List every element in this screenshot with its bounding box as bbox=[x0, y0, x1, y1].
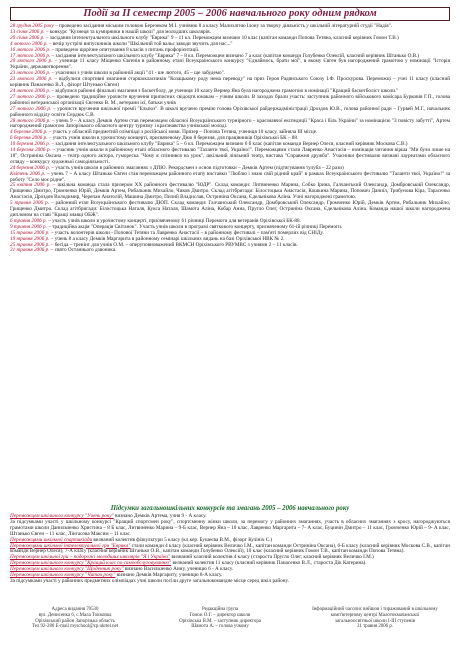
footer-line: Гомон О.Г. – директор школи bbox=[189, 612, 251, 618]
event-date: 23 лютого 2006 р. – bbox=[10, 70, 55, 77]
event-entry bbox=[10, 148, 450, 166]
result-label: Переможцем шкільного конкурсу "Щоденник року" bbox=[10, 566, 124, 573]
event-date: 17 лютого 2006 р. – bbox=[10, 52, 55, 59]
event-text: відбулися спортивні змагання старшокласників "Козацькому роду нема переводу" на приз Героя Радянського Союзу І.Ф. Проскурова. Переможці – учні 11 класу (класний керівник Панасенко В.Л., фізорг Штунько Євген) bbox=[10, 76, 450, 89]
footer-line: Шамота А. – голова учкому bbox=[191, 624, 249, 630]
event-text: участь учнів школи в районних змаганнях з ДПЮ. Рекордсмен з основ підготовки – Демків Артем (підтягування тулуба – 22 рази) bbox=[55, 164, 344, 171]
event-text: бесіда – тренінг для учнів О.М. – оперуповноважений ВКМСН Оріхівського РВУМВС з учнями 2 – 11 класів. bbox=[54, 241, 298, 248]
event-date: 6 травня 2006 р. – bbox=[10, 217, 51, 224]
footer bbox=[10, 607, 450, 643]
event-text: участь учнів школи в урочистому концерті, присвяченому 61 річниці Перемоги для ветеранів Оріхівської БК-88. bbox=[52, 217, 301, 224]
events-list bbox=[10, 23, 451, 561]
footer-line: комп'ютерному центрі Малотокмачанської bbox=[330, 612, 420, 618]
event-date: 16 лютого 2006 р. – bbox=[10, 46, 55, 53]
event-text: учасник учнів школи в районному етапі обласного фестивалю "Таланти твої, Україно!". Переможцями стали Лавренко Анастасія – номінація читання вірша "Ми були лише на 18", Остриніна Оксана – театр одного актора, гумореска "Чому я спізнився на урок", шкільний ліяльний театр, вистава "Справжня дружба". Учасники фестивалю визнані лауреатами обласного огляду – конкурсу художньої самодіяльності. bbox=[10, 147, 451, 165]
event-date: 31 травня 2006 р. – bbox=[10, 247, 54, 254]
footer-publication-info bbox=[300, 607, 450, 643]
newsletter-page bbox=[10, 7, 450, 643]
event-text: участь учнів школи в урочистому концерті, присвяченому Дню 8 березня, для працівників Оріхівської БК – 88. bbox=[52, 135, 299, 142]
result-label: Переможцем шкільного конкурсу "Читач року" bbox=[10, 572, 116, 579]
footer-line: Інформаційний часопис вийшов і тиражований в шкільному bbox=[312, 607, 438, 612]
event-date: 19 травня 2006 р. – bbox=[10, 235, 54, 242]
result-entry bbox=[10, 520, 450, 538]
result-text: визнано Демків Артема, учня 9 - А класу. bbox=[115, 513, 207, 519]
footer-line: загальноосвітньої школи І-ІІІ ступенів bbox=[334, 618, 416, 624]
result-label: Переможцями шкільної інтелектуальної гри "Еврика" bbox=[10, 542, 131, 549]
event-date: 4 лютого 2006 р. – bbox=[10, 40, 52, 47]
event-entry bbox=[10, 183, 450, 201]
results-section bbox=[10, 505, 451, 584]
footer-line: вул. Денисенка 6, с.Мала Токмачка bbox=[38, 612, 112, 618]
event-text: проведено традиційне урочисте вручення приписних свідоцтв юнакам – учням школи. В заходах брали участь: заступник районного військового комісара Бурковів Г.П., голова районної ветеранської організації Євгенко В. М., ветерани ієї, батьки учнів bbox=[10, 93, 450, 106]
event-date: 4 березня 2006 р. – bbox=[10, 129, 52, 136]
event-text: проведено засідання міським головою Березеком М.І. учнівню 8 а класу Малихатню Ілону за творчу діяльність у шкільній літературній студії "Надія". bbox=[59, 23, 392, 29]
event-date: 15 травня 2006 р. – bbox=[10, 229, 54, 236]
header-banner bbox=[10, 7, 450, 21]
footer-line: 31 травня 2006 р. bbox=[357, 624, 393, 630]
footer-line: Тел 92-280 E-mail myschool@zp.ukrtel.net bbox=[31, 624, 119, 630]
event-date: 27 лютого 2006 р. – bbox=[10, 105, 56, 112]
event-text: вечір зустрічі випускників школи "Шкільний той вальс заводи звучить для нас..." bbox=[52, 40, 233, 47]
event-date: 20 лютого 2006 р. – bbox=[10, 58, 58, 65]
result-label: Переможцем шкільної гри – подорожі молодших школярів "Я і Україна" bbox=[10, 554, 171, 561]
footer-line: Оріхівська В.М. – заступник директора bbox=[179, 618, 261, 624]
event-date: 6 березня 2006 р. – bbox=[10, 135, 52, 142]
event-date: 24 лютого 2006 р. – bbox=[10, 87, 55, 94]
event-text: учень 9 – А класу Демків Артем став переможцем обласної Всеукраїнського турнірного – краєзнавчої експедиції "Краса і біль України" за номінацією "З повісту забутті", Артем нагороджений грамотою Запорізького обласного центру туризму і краєзнавства учнівської молоді. bbox=[10, 117, 451, 130]
result-label: Переможцями шкільної спартакіади bbox=[10, 536, 93, 543]
result-entry bbox=[10, 579, 450, 585]
footer-line: Оріхівський район Запорізька область bbox=[35, 618, 115, 624]
event-text: шкільна команда стала призером ХХ районного фестивалю "ЮДР". Склад команди: Литвиненко Марина, Собко Ірина, Галчанський Олександр, Домбровський Олександр, Грищенко Дмитро, Громченко Юрій, Демків Артем, Рибальник Михайло, Чиков Дмитро. Склад агітбригади: Білостоцька Анастасія, Кошкина Марина, Попович Даниїл, Трибунова Кіра, Тарасенко Анастасія, Дроздов Володимир, Черепан Анатолій, Машина Дмитро, Пилий Владислав, Остриніна Оксана, Єдельнікова Аліна. Учні нагороджені грамотою. bbox=[10, 182, 450, 201]
event-text: участь у обласній предметній олімпіаді з російської мови. Призер – Попова Тетяна, учениця 10 класу, зайняла ІІІ місце. bbox=[52, 129, 318, 136]
event-date: 28 грудня 2005 року – bbox=[10, 23, 58, 29]
event-text: відбулися районні фінальні змагання з баскетболу, де учениця 10 класу Вернер Яна була нагороджена грамотою в номінації "Кращий баскетболіст школи." bbox=[55, 87, 399, 94]
event-date: 28 лютого 2006 р. – bbox=[10, 117, 55, 124]
result-label: Переможцем шкільного конкурсу "Кращий клас по самообслуговуванню" bbox=[10, 560, 172, 567]
event-date: 25 травня 2006 р. – bbox=[10, 241, 54, 248]
event-text: урочисте вручення шкільної премії "Ельпоз". В школі вручено премію голова Оріхівської райдержадміністрації Дроздов Ю.В., голова районної ради – Гурвей М.Г., начальник районного відділу освіти Сердюк С.В. bbox=[10, 105, 450, 118]
results-title: Підсумки загальношкільних конкурсів та змагань 2005 – 2006 навчального року bbox=[110, 505, 350, 512]
event-date: 10 березня 2006 р. – bbox=[10, 141, 54, 148]
event-text: конкурс "Кузнеця та кумирники в нашій школі" для молодших школярів. bbox=[49, 28, 211, 35]
footer-address bbox=[10, 607, 140, 643]
event-text: проведено щорічне опитування 8 класів з питань профорієнтації. bbox=[55, 46, 200, 53]
result-label: Переможцем шкільного конкурсу "Учень року" bbox=[10, 513, 114, 519]
event-text: традиційна акція "Операція Світанок". Участь учнів школи в програмі святкового концерту, присвяченому 61-ій річниці Перемоги. bbox=[52, 223, 343, 230]
result-text: За підсумками участі у районних предметних олімпіадах учні школи посіли друге загальнокомандне місце серед шкіл району. bbox=[10, 577, 289, 584]
footer-line: Редакційна група bbox=[201, 607, 239, 612]
event-text: районний етап Всеукраїнського фестивалю ДЮП. Склад команди: Галчанський Олександр, Домбровський Олександр, Громченко Юрій, Демків Артем, Рибальник Михайло, Грищенко Дмитро. Склад агітбригади: Білостоцька Наталя, Кукса Наталя, Шамота Аліна, Кобар Анна, Пругло Олег, Остриніна Оксана, Єдельнікова Аліна. Команда нашої школи нагороджена дипломом на ставі "Кращі знавці ОБЖ". bbox=[10, 200, 450, 218]
result-text: визнаний класний колектив 4 класу (староста Пругло Олег, класний керівник Величко І.М.) bbox=[171, 554, 374, 561]
event-date: 20 січня 2006 р. – bbox=[10, 34, 49, 41]
event-date: 9 травня 2006 р. – bbox=[10, 223, 51, 230]
footer-editorial bbox=[150, 607, 290, 643]
event-text: засідання інтелектуального шкільного клубу "Еврика" 5 – 6 кл. Переможцем визнано 6 б клас (капітан команди Вернер Олеся, класний керівник Москова С.В.) bbox=[55, 141, 408, 148]
event-text: свято Останнього дзвоника. bbox=[54, 247, 117, 254]
event-date: 25 квітня 2006 р. – bbox=[10, 182, 56, 189]
event-date: Квітень 2006 р. – bbox=[10, 170, 50, 177]
event-date: 27 лютого 2006 р. – bbox=[10, 93, 56, 100]
result-text: визнаний колектив 11 класу (класний керівник Панасенко В.Л., староста Дік Катерина). bbox=[172, 560, 367, 567]
event-text: засідання інтелектуального шкільного клубу "Еврика" 9 – 11 кл. Переможцем визнано 10 клас (капітан команди Попова Тетяна, класний керівник Гомон Т.В.) bbox=[49, 34, 399, 41]
event-date: 13 січня 2006 р. – bbox=[10, 28, 49, 35]
result-text: За підсумками участі у шкільному конкурсі "Кращий спортсмен року", спортсменну жінки школи, за перемогу у районних змаганнях, участь в обласних змаганнях з кросу, нагороджуються грамотами школи Данильченко Христина – 8 Б клас, Литвиненко Марина – 9-Б клас, Вернер Яна – 10 клас, Лавренко Маргарита – 7- А клас, Буцинін Дмитро – 11 клас, Громченко Юрій – 9- А клас, Штанько Євген – 11 клас, Лінгасова Максим – 11 клас. bbox=[10, 518, 450, 537]
event-date: 14 березня 2006 р. – bbox=[10, 147, 56, 154]
result-text: стали команди 4 класу (класний керівник Величко І.М., капітан команди Остриніна Оксана), 6-Б класу (класний керівник Москова С.В., капітан команди Вернер Олеся), 7-А класу (класний керівник Штанько О.В., капітан команди Голубенко Олексій), 10 клас (класний керівник Гомон Т.В., капітан команди Попова Тетяна). bbox=[10, 542, 451, 555]
event-date: 5 травня 2006 р. – bbox=[10, 200, 54, 207]
result-text: визнано Васильченко Анну, ученицю 6 - А класу. bbox=[124, 566, 234, 573]
event-date: 23 лютого 2006 р. – bbox=[10, 76, 57, 83]
event-text: засідання інтелектуального шкільного клубу "Еврика" 7 – 8 кл. Переможцем визнано 7 а клас (капітан команди Голубенко Олексій, класний керівник Штанько О.В.) bbox=[55, 52, 420, 59]
result-text: визнаний колектив фізкультури 5 класу (кл.кер. Бушеєва В.М., фізорг Кулініч С.) bbox=[93, 536, 273, 543]
event-entry bbox=[10, 201, 450, 219]
event-text: учень 8 а класу Демків Маргарита в районному семінарі шкільних видань на базі Оріхівської НВК № 2. bbox=[54, 235, 285, 242]
event-date: 24 березня 2006 р. – bbox=[10, 164, 54, 171]
event-text: учениця 11 класу Міщенко Євгенія в районному етапі Всеукраїнського конкурсу "Єднаймось, брати мої", в якому Євген був нагороджений грамотою у номінації "Історія України, державотворення". bbox=[10, 58, 450, 71]
event-text: участь волонтерів школи - Попової Тетяни та Лавренко Анастасії – в районному фестивалі – пам'яті померлих від СНІДу. bbox=[54, 229, 324, 236]
event-text: учасники з учнів школи в районній акції "41 - ше лютого, 45 – ще забудемо". bbox=[55, 70, 226, 77]
event-text: учень 7 – А класу Штанько Євген став переможцем районного етапу виставки "Люблю і знаю свій рідний край" в рамках Всеукраїнського фестивалю "Таланти твої, Україно!" за роботу "Село моє рідне". bbox=[10, 170, 450, 183]
page-title: Події за ІІ семестр 2005 – 2006 навчального року одним рядком bbox=[83, 8, 377, 19]
event-entry bbox=[10, 248, 450, 254]
footer-line: Адреса видання 70530 bbox=[51, 607, 99, 612]
result-text: визнано Демків Маргариту, ученицю 8-А класу. bbox=[116, 572, 223, 579]
results-list bbox=[10, 514, 450, 585]
